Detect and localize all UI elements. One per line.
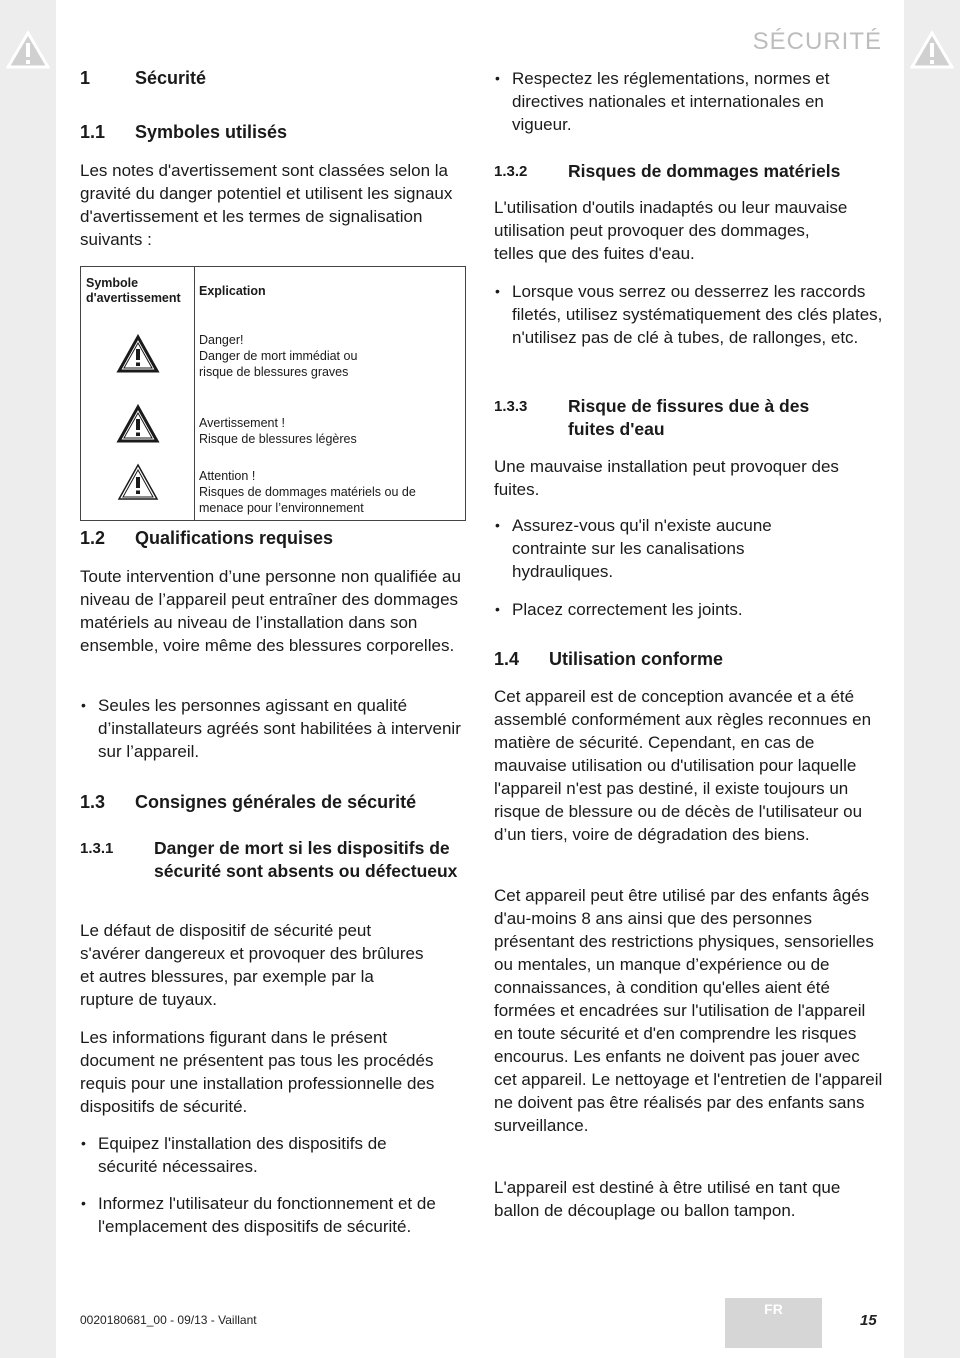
section-title: Sécurité [135,68,207,88]
table-header-symbol: Symbole d'avertissement [86,276,181,305]
list-item: • Seules les personnes agissant en qualité d’installateurs agréés sont habilitées à intervenir sur l’appareil. [80,694,470,763]
section-1-2-text: Toute intervention d’une personne non qualifiée au niveau de l’appareil peut entraîner des dommages matériels au niveau de l’installation dans son ensemble, voire même des blessures corporelles. [80,567,461,655]
section-1-3-1-heading [80,837,470,907]
table-row [81,460,466,521]
section-1-heading [80,68,206,89]
section-1-3-2-heading [494,160,884,184]
section-number: 1.3.2 [494,163,528,180]
section-number: 1.2 [80,528,106,548]
section-1-3-3-heading [494,395,884,443]
table-row [81,400,466,460]
right-margin-strip [904,0,960,1358]
section-1-1-text: Les notes d'avertissement sont classées selon la gravité du danger potentiel et utilisent les signaux d'avertissement et les termes de signalisation suivants : [80,161,453,249]
danger-warning-icon [116,334,160,374]
section-number: 1.3 [80,792,106,812]
language-badge: FR [725,1298,822,1348]
section-title: Risques de dommages matériels [568,161,841,181]
table-cell-description: Risques de dommages matériels ou de menace pour l’environnement [199,485,416,515]
warning-symbols-table [80,266,466,521]
section-1-3-2-text: L'utilisation d'outils inadaptés ou leur mauvaise utilisation peut provoquer des dommages, telles que des fuites d'eau. [494,198,848,263]
table-cell-description: Danger de mort immédiat ou risque de blessures graves [199,349,358,379]
document-reference: 0020180681_00 - 09/13 - Vaillant [80,1313,257,1327]
table-row [81,320,466,400]
section-title: Utilisation conforme [549,649,724,669]
section-1-4-paragraph-2: Cet appareil peut être utilisé par des enfants âgés d'au-moins 8 ans ainsi que des personnes présentant des restrictions physiques, sensorielles ou mentales, un manque d’expérience ou de connaissances, à condition qu'elles aient été formées et encadrées sur l'utilisation de l'appareil en toute sécurité et d'en comprendre les risques encourus. Les enfants ne doivent pas jouer avec cet appareil. Le nettoyage et l'entretien de l'appareil ne doivent pas être réalisés par des enfants sans surveillance. [494,886,883,1135]
section-title: Symboles utilisés [135,122,288,142]
page-number: 15 [860,1312,877,1329]
section-title: Risque de fissures due à des fuites d'eau [568,396,810,439]
caution-icon [116,462,160,502]
table-cell-signal-word: Danger! [199,333,244,347]
section-1-2-heading [80,528,333,549]
section-title: Consignes générales de sécurité [135,792,417,812]
section-number: 1 [80,68,91,88]
warning-icon [116,404,160,444]
section-number: 1.3.1 [80,840,114,857]
table-header-explanation: Explication [195,267,466,321]
table-cell-signal-word: Attention ! [199,469,256,483]
section-1-3-heading [80,792,416,813]
section-number: 1.1 [80,122,106,142]
list-item: • Placez correctement les joints. [494,598,832,621]
section-number: 1.4 [494,649,520,669]
list-item: • Respectez les réglementations, normes et directives nationales et internationales en vigueur. [494,67,887,136]
list-item: • Informez l'utilisateur du fonctionnement et de l'emplacement des dispositifs de sécurité. [80,1192,450,1238]
list-item: • Equipez l'installation des dispositifs de sécurité nécessaires. [80,1132,450,1178]
left-margin-strip [0,0,56,1358]
section-1-3-1-paragraph-1: Le défaut de dispositif de sécurité peut s'avérer dangereux et provoquer des brûlures et autres blessures, par exemple par la rupture de tuyaux. [80,921,424,1009]
section-1-3-1-paragraph-2: Les informations figurant dans le présent document ne présentent pas tous les procédés requis pour une installation professionnelle des dispositifs de sécurité. [80,1028,435,1116]
section-1-4-paragraph-1: Cet appareil est de conception avancée et a été assemblé conformément aux règles reconnues en matière de sécurité. Cependant, en cas de mauvaise utilisation ou d'utilisation pour laquelle l'appareil n'est pas destiné, il existe toujours un risque de blessure ou de décès de l'utilisateur ou d’un tiers, voire de dégradation des biens. [494,687,872,844]
table-cell-signal-word: Avertissement ! [199,416,285,430]
section-1-4-heading [494,649,723,670]
section-1-3-3-text: Une mauvaise installation peut provoquer des fuites. [494,457,839,499]
section-title: Qualifications requises [135,528,334,548]
warning-triangle-icon [6,30,50,70]
section-number: 1.3.3 [494,398,528,415]
list-item: • Lorsque vous serrez ou desserrez les raccords filetés, utilisez systématiquement des clés plates, n'utilisez pas de clé à tubes, de rallonges, etc. [494,280,887,349]
section-1-1-heading [80,122,287,143]
page-header-title: SÉCURITÉ [752,28,882,55]
table-cell-description: Risque de blessures légères [199,432,357,446]
warning-triangle-icon [910,30,954,70]
list-item: • Assurez-vous qu'il n'existe aucune contrainte sur les canalisations hydrauliques. [494,514,832,583]
section-title: Danger de mort si les dispositifs de sécurité sont absents ou défectueux [154,838,458,881]
section-1-4-paragraph-3: L'appareil est destiné à être utilisé en tant que ballon de découplage ou ballon tampon. [494,1178,841,1220]
